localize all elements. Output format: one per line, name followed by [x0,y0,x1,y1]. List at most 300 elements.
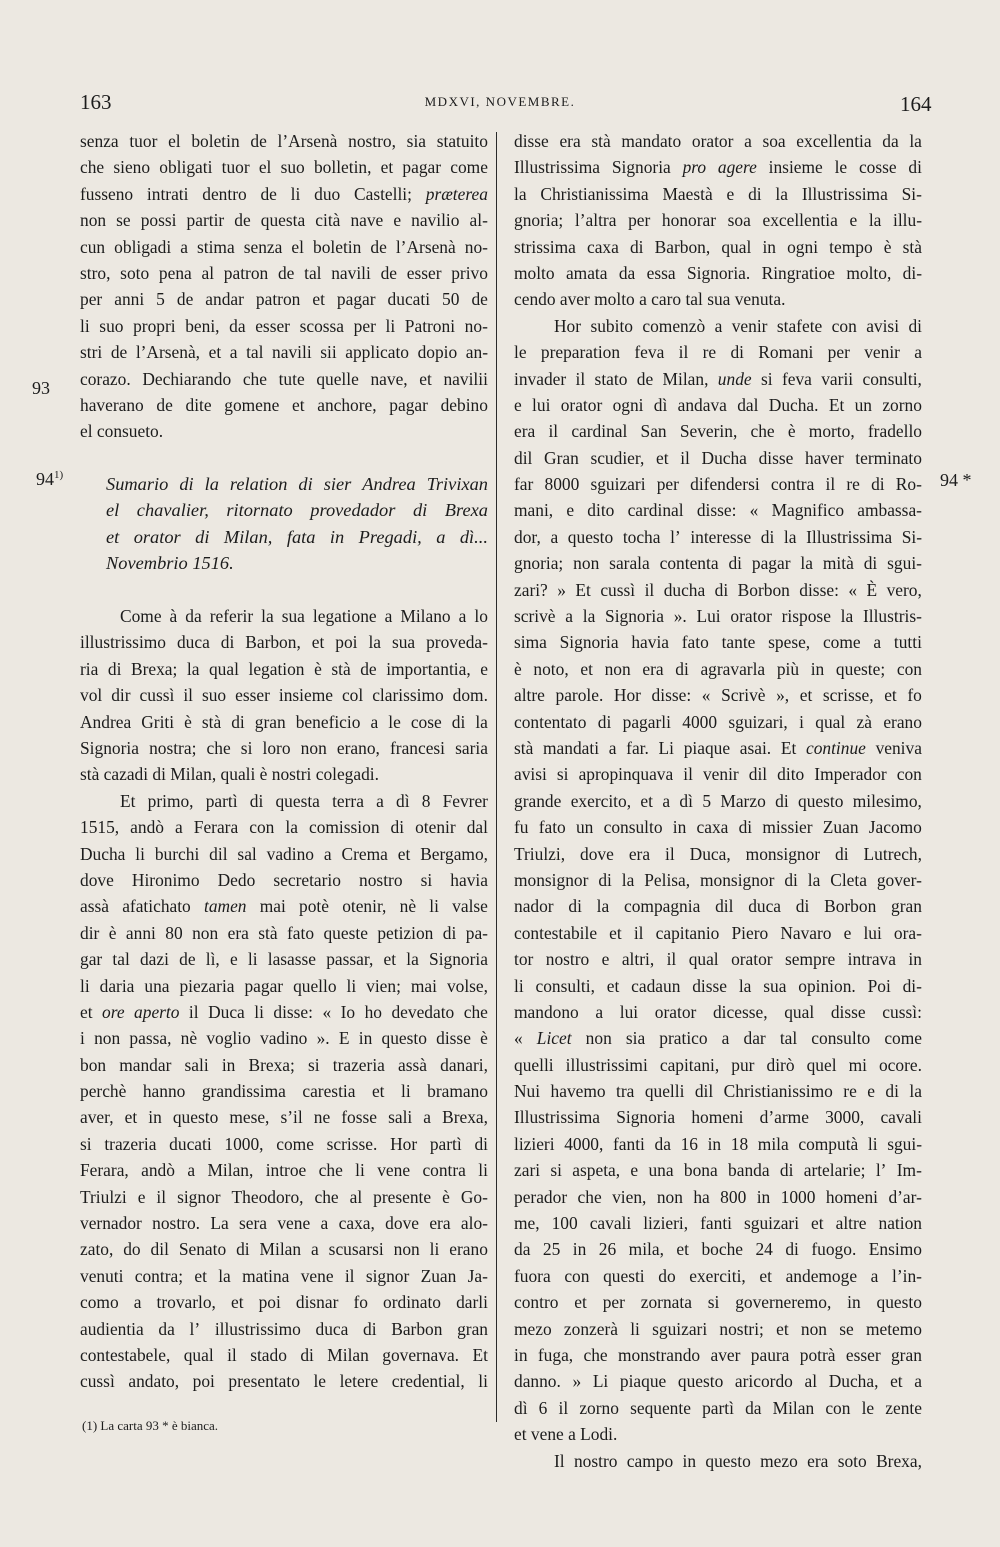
word: de [250,131,267,151]
word: qual [815,711,846,732]
word: contra [422,1160,466,1181]
word: fo [907,685,922,706]
word: passar, [326,949,374,970]
word: vero, [886,579,922,600]
word: quali [220,764,260,785]
text-line [514,1025,922,1051]
word: stà [514,737,534,758]
word: venir [864,342,900,363]
text-line [80,761,488,787]
text-line [514,999,922,1025]
word: valse [452,896,488,917]
word: pagarli [622,711,671,732]
word: Brexa; [248,1054,295,1075]
word: beni, [185,315,220,336]
word: li [247,949,258,970]
word: il [644,579,655,600]
word: nostra; [149,737,197,758]
word: de [370,236,387,257]
word: è [442,1186,450,1207]
word: per [353,315,376,336]
word: ducati [387,289,431,310]
word: e [480,658,488,679]
word: mila, [628,1239,664,1260]
word: de [277,262,295,283]
word: E [338,1028,350,1049]
word: Et [780,737,797,758]
word: et [371,1081,385,1102]
word: Ducha [701,447,747,468]
word: monstrando [618,1344,701,1365]
word: dentro [202,183,247,204]
word: a [229,342,238,363]
word: dite [185,394,212,415]
word: molto, [846,262,892,283]
word: qual [688,949,719,970]
word: danno. [514,1371,561,1392]
word: cose [410,711,442,732]
word: 100 [551,1213,578,1234]
word: boletin [313,236,362,257]
word: Brexa, [442,1107,488,1128]
word: et [640,790,653,811]
word: darli [456,1292,488,1313]
word: quelli [514,1054,554,1075]
word: de [260,183,277,204]
text-line [514,1421,922,1447]
word: fuogo. [811,1239,857,1260]
word: alo- [460,1213,488,1234]
word: 26 [598,1239,617,1260]
word: compagnia [624,896,701,917]
heading-line [80,550,488,576]
word: excellentia [796,131,872,151]
word: Gran [544,447,579,468]
word: præterea [425,183,488,204]
word: do [658,1265,676,1286]
word: li [355,1160,365,1181]
text-line [514,1104,922,1130]
word: scusarsi [328,1239,384,1260]
word: sarala [609,553,650,574]
word: la [582,606,596,627]
text-line [80,656,488,682]
word: fato [538,817,566,838]
word: disse [692,975,728,996]
word: zari? [514,579,548,600]
word: mandati [543,737,600,758]
text-line [80,1184,488,1210]
word: duca [176,632,210,653]
word: ogni [612,394,644,415]
word: el [168,131,181,151]
word: al [201,262,215,283]
word: l’Arsenà, [135,342,201,363]
word: in [707,1133,722,1154]
word: aspeta, [572,1160,621,1181]
word: con [896,658,922,679]
word: metemo [865,1318,922,1339]
word: il [575,368,586,389]
word: li [290,183,301,204]
word: 4000 [682,711,718,732]
word: venir [731,315,768,336]
word: qual [183,1344,214,1365]
word: de [234,210,251,231]
word: di [195,526,210,547]
word: non [573,553,600,574]
word: 80 [165,922,183,943]
word: Trivixan [426,474,488,495]
word: di [474,1133,488,1154]
word: nador [514,896,554,917]
text-line [80,946,488,972]
word: et [580,658,593,679]
word: Milan, [662,368,709,389]
word: ria [80,658,99,679]
word: il [548,421,559,442]
word: dil [748,764,768,785]
word: Senato [178,1239,227,1260]
word: con [564,1265,590,1286]
word: insieme [278,685,333,706]
word: legatione [312,606,377,627]
word: a [323,843,332,864]
word: do [123,1239,141,1260]
word: li [135,843,145,864]
word: volse, [446,975,488,996]
word: sequente [630,1397,691,1418]
word: gomene [224,394,280,415]
word: lizieri [514,1133,555,1154]
text-line [80,735,488,761]
word: Come [120,606,162,627]
word: 1000 [780,1186,816,1207]
word: campo [626,1450,674,1471]
word: tal [685,289,708,310]
word: di [220,632,235,653]
word: pagar [389,394,428,415]
word: ritornato [226,500,293,521]
word: stafete [776,315,823,336]
text-line [80,128,488,154]
word: piezaria [179,975,235,996]
word: La [210,1213,229,1234]
word: stima [197,236,235,257]
word: Licet [536,1028,572,1049]
word: a [175,817,183,838]
word: questo [567,526,614,547]
text-line [514,867,922,893]
word: beneficio [295,711,361,732]
word: morto, [808,421,855,442]
word: molto [514,262,555,283]
word: disse [436,1028,471,1049]
word: di [779,1160,794,1181]
word: navilii [443,368,488,389]
word: Duca [208,1001,245,1022]
word: a [550,526,559,547]
word: s’il [280,1107,303,1128]
word: e [514,394,522,415]
text-line [80,154,488,180]
word: audientia [80,1318,144,1339]
word: Fevrer [442,790,488,811]
word: cardinal [627,500,684,521]
word: zà [856,711,872,732]
word: e [393,210,402,231]
word: in [221,1054,236,1075]
word: sgui- [887,1133,922,1154]
word: capitani, [659,1054,720,1075]
word: contestabele, [80,1344,171,1365]
text-line [514,920,922,946]
word: dal [466,817,488,838]
word: nè [399,896,417,917]
text-line [514,603,922,629]
word: ambassa- [857,500,922,521]
word: esser [845,1344,881,1365]
text-line [514,1157,922,1183]
word: a [458,606,467,627]
word: avisi [514,764,547,785]
word: continue [805,737,866,758]
word: di [300,1344,314,1365]
word: che [463,1001,488,1022]
word: milesimo, [852,790,922,811]
text-line [514,313,922,339]
word: possi [140,210,177,231]
blank-line [80,577,488,603]
word: no- [464,236,488,257]
word: ha [693,1186,710,1207]
text-line [514,946,922,972]
word: si [556,764,569,785]
word: la [475,711,488,732]
word: a [370,711,379,732]
word: ducati [169,1133,212,1154]
text-line [80,682,488,708]
word: che [242,368,267,389]
text-line [514,1342,922,1368]
right-page-number: 164 [900,92,932,116]
word: pro [682,157,707,178]
word: disse: [696,500,737,521]
word: i [80,1028,85,1049]
word: zorno [579,1397,619,1418]
word: stà [80,764,104,785]
word: a [870,1265,879,1286]
word: exerciti, [689,1265,746,1286]
word: questo [172,1107,219,1128]
word: da [158,1318,175,1339]
word: era [628,843,651,864]
word: a [608,737,617,758]
word: Lutrech, [863,843,922,864]
word: a [133,1292,142,1313]
word: Brexa, [876,1450,922,1471]
word: in [672,817,687,838]
word: li [478,1160,488,1181]
word: stà [258,922,278,943]
word: e [137,1186,146,1207]
text-line [80,366,488,392]
word: sua [391,632,416,653]
word: contra [770,474,815,495]
word: relation [229,474,288,495]
word: dì... [459,526,488,547]
word: li [80,315,90,336]
word: dito [777,764,805,785]
word: Li [658,737,675,758]
word: per [827,342,850,363]
word: referir [209,606,254,627]
word: Dedo [217,869,256,890]
word: Pelisa, [644,869,691,890]
word: vene [530,1424,569,1445]
word: questo [381,1028,427,1049]
text-line [514,1289,922,1315]
word: Barbon, [245,632,301,653]
word: la [621,869,635,890]
text-line [514,418,922,444]
word: apropinquava [578,764,674,785]
word: suo [280,157,305,178]
word: a [873,632,882,653]
word: banda [728,1160,770,1181]
word: le [313,1371,327,1392]
word: poi [192,1371,215,1392]
word: si [550,1160,562,1181]
word: Illustrissima [806,526,893,547]
word: il [156,1186,167,1207]
word: trazeria [332,1054,385,1075]
word: et [124,1107,138,1128]
word: orator [691,131,734,151]
word: nostro, [348,131,396,151]
word: signor [365,1265,410,1286]
word: Novembrio [106,553,193,574]
word: questo [876,1292,922,1313]
word: a [180,236,188,257]
word: Hor [613,685,641,706]
word: dì [396,790,410,811]
word: monsignor [745,843,821,864]
word: 18 [730,1133,749,1154]
word: piaque [683,737,731,758]
word: anni [125,922,156,943]
word: con [825,1397,851,1418]
word: Go- [460,1186,488,1207]
word: Imperador [814,764,887,785]
word: et [311,632,325,653]
word: et [312,289,325,310]
word: il [683,764,693,785]
word: homeni [825,1186,879,1207]
word: sima [514,632,547,653]
word: monsignor [700,869,775,890]
word: vene [377,1160,411,1181]
word: aver [710,1344,741,1365]
word: fanti [700,1213,732,1234]
word: in [148,1107,162,1128]
word: assà [80,896,109,917]
word: andava [677,394,727,415]
word: orator [730,606,772,627]
word: Hironimo [131,869,200,890]
word: consueto. [96,421,164,442]
word: li [429,1239,440,1260]
text-line [80,629,488,655]
word: cazadi [103,764,153,785]
word: daria [99,975,135,996]
word: Brexa [444,500,488,521]
word: fata [286,526,316,547]
word: È [866,579,878,600]
word: di [629,236,644,257]
word: lui [863,922,882,943]
word: dil [150,1239,169,1260]
word: l’Arsenà [395,236,456,257]
word: Navaro [780,922,832,943]
word: il [680,447,690,468]
word: gnoria; [514,553,564,574]
word: dove [580,843,614,864]
word: Milano [400,606,451,627]
text-line [514,550,922,576]
word: pagar [244,975,284,996]
word: terra [332,790,364,811]
word: ora- [893,922,922,943]
word: quelli [644,1081,685,1102]
word: San [640,421,667,442]
word: sia [625,1028,646,1049]
word: li [478,1371,488,1392]
word: si [420,869,433,890]
word: d’arme [759,1107,809,1128]
word: francesi [389,737,446,758]
word: poi [258,1292,281,1313]
text-line [514,234,922,260]
word: venir [702,764,739,785]
word: stà [201,711,222,732]
word: cussì [80,1371,115,1392]
word: honorar [661,210,717,231]
margin-note-94 [36,469,63,490]
text-line [514,682,922,708]
word: le [388,711,401,732]
text-line [80,1078,488,1104]
word: dar [743,1028,766,1049]
word: computà [798,1133,859,1154]
word: matina [242,1265,290,1286]
word: la [868,210,882,231]
word: varii [821,368,854,389]
word: et [884,685,897,706]
word: et [397,843,411,864]
word: dil [209,843,228,864]
text-line [80,1289,488,1315]
word: Griti [141,711,175,732]
word: signor [177,1186,221,1207]
word: sii [320,342,337,363]
word: l’ [670,526,681,547]
word: al [349,1186,363,1207]
word: et [230,1292,244,1313]
word: mandar [119,1054,172,1075]
word: de [360,658,377,679]
word: feva [634,342,665,363]
